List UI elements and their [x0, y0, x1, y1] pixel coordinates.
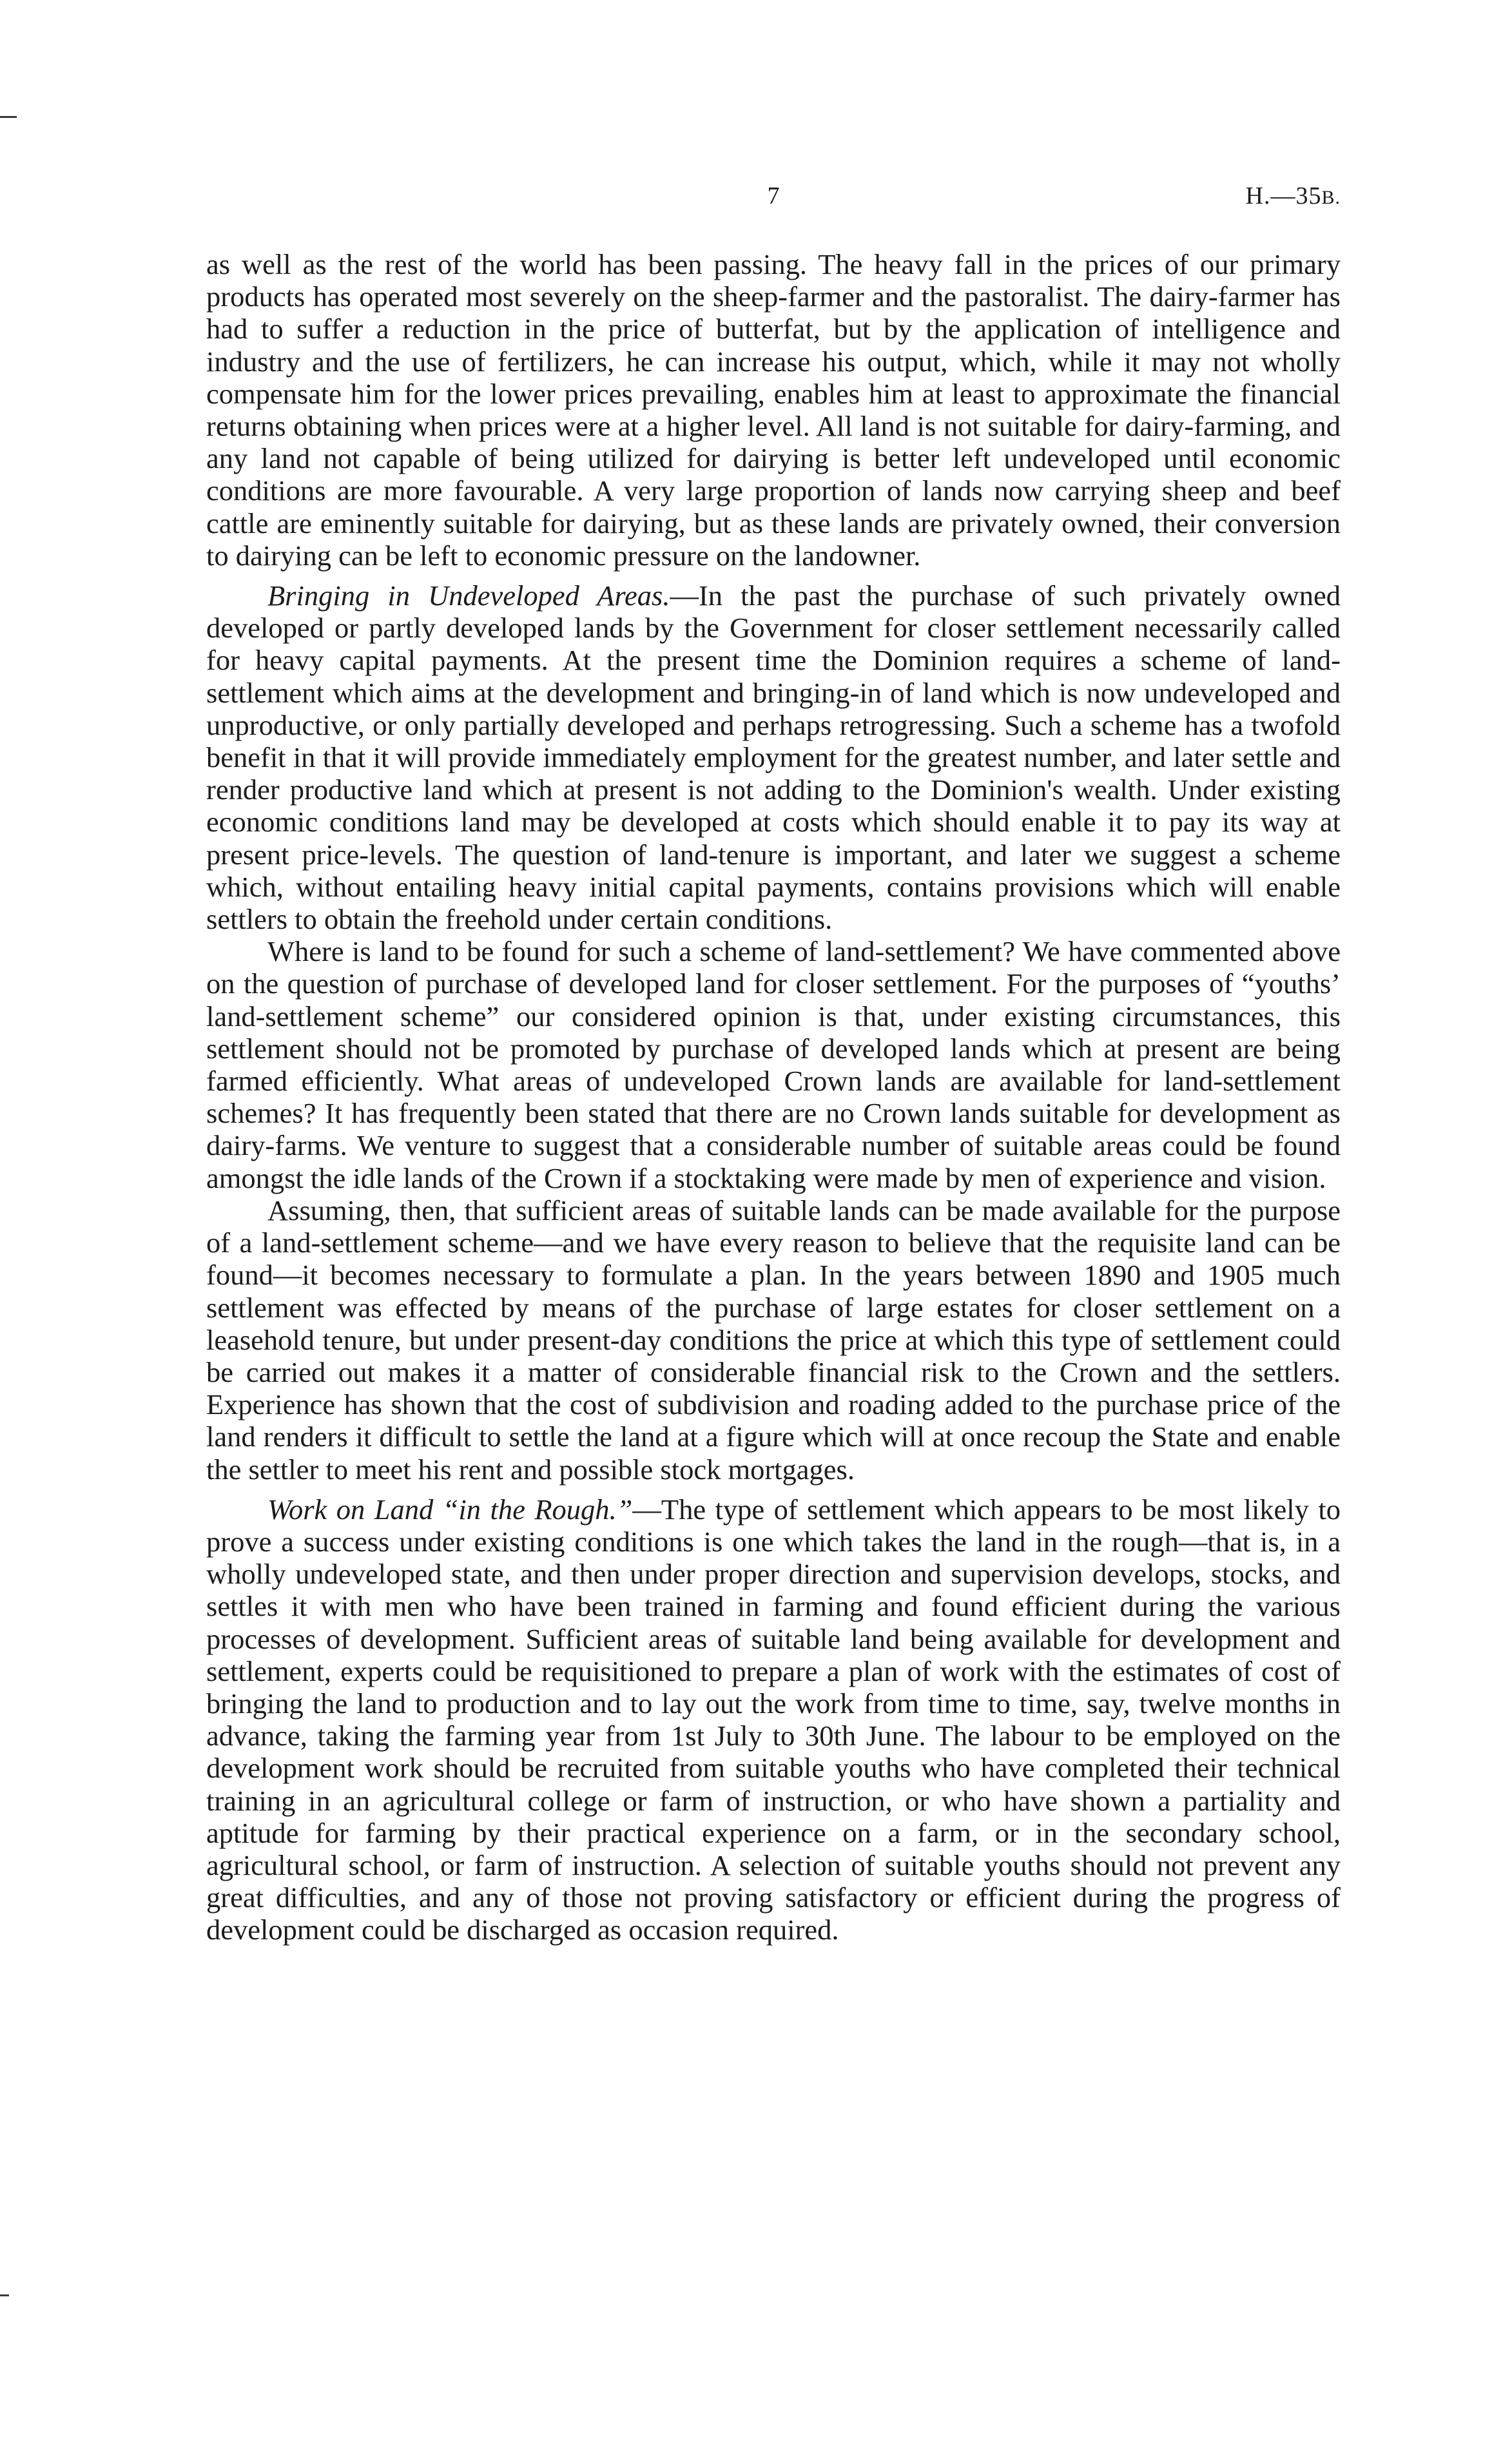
document-reference-main: H.—35 — [1245, 182, 1322, 209]
paragraph-text: Assuming, then, that sufficient areas of suitable lands can be made available for the purpose of a land-settlement scheme—and we have every reason to believe that the requisite land can be found—it becomes necessary to formulate a plan. In the years between 1890 and 1905 much settlement was effected by means of the purchase of large estates for closer settlement on a leasehold tenure, but under present-day conditions the price at which this type of settlement could be carried out makes it a matter of considerable financial risk to the Crown and the settlers. Experience has shown that the cost of subdivision and roading added to the purchase price of the land renders it difficult to settle the land at a figure which will at once recoup the State and enable the settler to meet his rent and possible stock mortgages. — [206, 1194, 1341, 1486]
paragraph-heading: Work on Land “in the Rough.” — [267, 1493, 633, 1526]
page-header — [206, 182, 1341, 220]
body-text — [206, 248, 1341, 1946]
scan-margin-mark — [0, 2294, 9, 2296]
scan-margin-mark — [0, 116, 17, 118]
document-reference-suffix: B. — [1321, 187, 1341, 208]
paragraph-work-on-land — [206, 1493, 1341, 1946]
paragraph-heading: Bringing in Undeveloped Areas. — [267, 579, 670, 612]
paragraph-assuming — [206, 1194, 1341, 1486]
paragraph-text: as well as the rest of the world has been passing. The heavy fall in the prices of our primary products has operated most severely on the sheep-farmer and the pastoralist. The dairy-farmer has had to suffer a reduction in the price of butterfat, but by the application of intelligence and industry and the use of fertilizers, he can increase his output, which, while it may not wholly compensate him for the lower prices prevailing, enables him at least to approximate the financial returns obtaining when prices were at a higher level. All land is not suitable for dairy-farming, and any land not capable of being utilized for dairying is better left undeveloped until economic conditions are more favourable. A very large proportion of lands now carrying sheep and beef cattle are eminently suitable for dairying, but as these lands are privately owned, their conversion to dairying can be left to economic pressure on the landowner. — [206, 248, 1341, 572]
paragraph-text: —In the past the purchase of such privately owned developed or partly developed lands by the Government for closer settlement necessarily called for heavy capital payments. At the present time the Dominion requires a scheme of land-settlement which aims at the development and bringing-in of land which is now undeveloped and unproductive, or only partially developed and perhaps retrogressing. Such a scheme has a twofold benefit in that it will provide immediately employment for the greatest number, and later settle and render productive land which at present is not adding to the Dominion's wealth. Under existing economic conditions land may be developed at costs which should enable it to pay its way at present price-levels. The question of land-tenure is important, and later we suggest a scheme which, without entailing heavy initial capital payments, contains provisions which will enable settlers to obtain the freehold under certain conditions. — [206, 579, 1341, 936]
document-reference — [1246, 182, 1341, 210]
paragraph-text: —The type of settlement which appears to be most likely to prove a success under existing conditions is one which takes the land in the rough—that is, in a wholly undeveloped state, and then under proper direction and supervision develops, stocks, and settles it with men who have been trained in farming and found efficient during the various processes of development. Sufficient areas of suitable land being available for development and settlement, experts could be requisitioned to prepare a plan of work with the estimates of cost of bringing the land to production and to lay out the work from time to time, say, twelve months in advance, taking the farming year from 1st July to 30th June. The labour to be employed on the development work should be recruited from suitable youths who have completed their technical training in an agricultural college or farm of instruction, or who have shown a partiality and aptitude for farming by their practical experience on a farm, or in the secondary school, agricultural school, or farm of instruction. A selection of suitable youths should not prevent any great difficulties, and any of those not proving satisfactory or efficient during the progress of development could be discharged as occasion required. — [206, 1493, 1341, 1946]
paragraph-where-is-land — [206, 935, 1341, 1194]
page-number: 7 — [767, 182, 780, 209]
paragraph-bringing-in-undeveloped-areas — [206, 579, 1341, 935]
paragraph-text: Where is land to be found for such a scheme of land-settlement? We have commented above on the question of purchase of developed land for closer settlement. For the purposes of “youths’ land-settlement scheme” our considered opinion is that, under existing circumstances, this settlement should not be promoted by purchase of developed lands which at present are being farmed efficiently. What areas of undeveloped Crown lands are available for land-settlement schemes? It has frequently been stated that there are no Crown lands suitable for development as dairy-farms. We venture to suggest that a considerable number of suitable areas could be found amongst the idle lands of the Crown if a stocktaking were made by men of experience and vision. — [206, 935, 1341, 1194]
paragraph-continuation — [206, 248, 1341, 572]
